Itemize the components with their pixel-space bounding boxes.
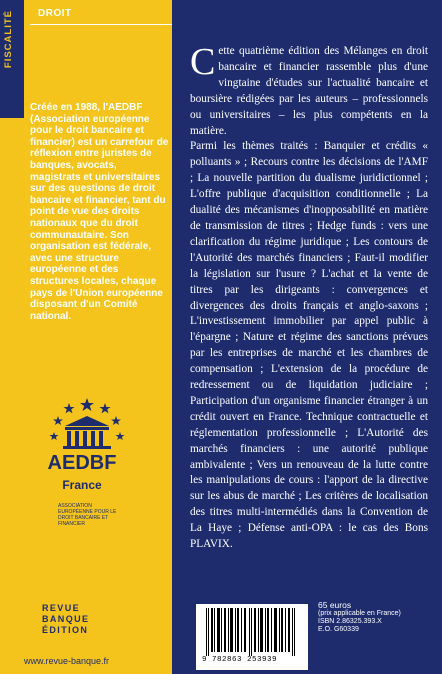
association-logo-name: AEDBF <box>47 452 117 474</box>
publisher-logo <box>42 603 89 636</box>
header-rule <box>30 24 172 25</box>
barcode <box>196 604 308 670</box>
barcode-icon <box>202 608 302 656</box>
publisher-line: REVUE <box>42 603 81 613</box>
themes-paragraph: Parmi les thèmes traités : Banquier et crédits « polluants » ; Recours contre les décisions de l'AMF ; La nouvelle partition du dualisme juridictionnel ; L'offre publique d'acquisition conditionnelle ; La dualité des mécanismes d'inopposabilité en matière de transmission de titres ; Hedge funds : vers une clarification du régime juridique ; Les contours de l'Autorité des marchés financiers ; Faut-il modifier la législation sur l'usure ? L'achat et la vente de titres par les dirigeants : convergences et divergences des droits français et anglo-saxons ; L'investissement immobilier par appel public à l'épargne ; Nature et régime des sanctions prévues par les entreprises de marché et les chambres de compensation ; L'extension de la procédure de redressement ou de liquidation judiciaire ; Participation d'un organisme financier étranger à un crédit ouvert en France. Technique contractuelle et réglementation professionnelle ; L'Autorité des marchés financiers : une autorité publique ambivalente ; Vers un renouveau de la lutte contre les manipulations de cours : l'apport de la directive sur les abus de marché ; Les critères de localisation des titres multi-intermédiés dans la Convention de La Haye ; Défense anti-OPA : le cas des Bons PLAVIX. <box>190 140 428 551</box>
category-tab <box>0 0 24 118</box>
edition-code: E.O. G60339 <box>318 626 359 633</box>
association-logo-tagline: ASSOCIATION EUROPÉENNE POUR LE DROIT BANCAIRE ET FINANCIER <box>58 503 117 527</box>
price-block <box>318 601 401 634</box>
back-cover-text <box>190 41 428 553</box>
association-logo-country: France <box>62 478 102 492</box>
publisher-line: ÉDITION <box>42 625 89 635</box>
intro-paragraph-text: ette quatrième édition des Mélanges en droit bancaire et financier rassemble plus d'une vingtaine d'études sur l'actualité bancaire et boursière rédigées par les auteurs – professionnels ou universitaires – les plus compétents en la matière. <box>190 45 428 137</box>
isbn: ISBN 2.86325.393.X <box>318 618 382 625</box>
association-intro: Créée en 1988, l'AEDBF (Association européenne pour le droit bancaire et financier) est un carrefour de réflexion entre juristes de banques, avocats, magistrats et universitaires sur des questions de droit bancaire et financier, tant du point de vue des droits nationaux que du droit communautaire. Son organisation est fédérale, avec une structure européenne et des structures locales, chaque pays de l'Union européenne disposant d'un Comité national. <box>30 102 169 322</box>
publisher-line: BANQUE <box>42 614 90 624</box>
price-note: (prix applicable en France) <box>318 610 401 617</box>
category-vertical-label: FISCALITÉ <box>3 10 14 69</box>
intro-paragraph <box>190 41 428 139</box>
publisher-url[interactable]: www.revue-banque.fr <box>24 656 110 666</box>
price-amount: 65 euros <box>318 600 352 610</box>
drop-cap: C <box>190 41 216 83</box>
barcode-number: 9 782863 253939 <box>202 656 278 664</box>
category-label: DROIT <box>38 8 72 19</box>
